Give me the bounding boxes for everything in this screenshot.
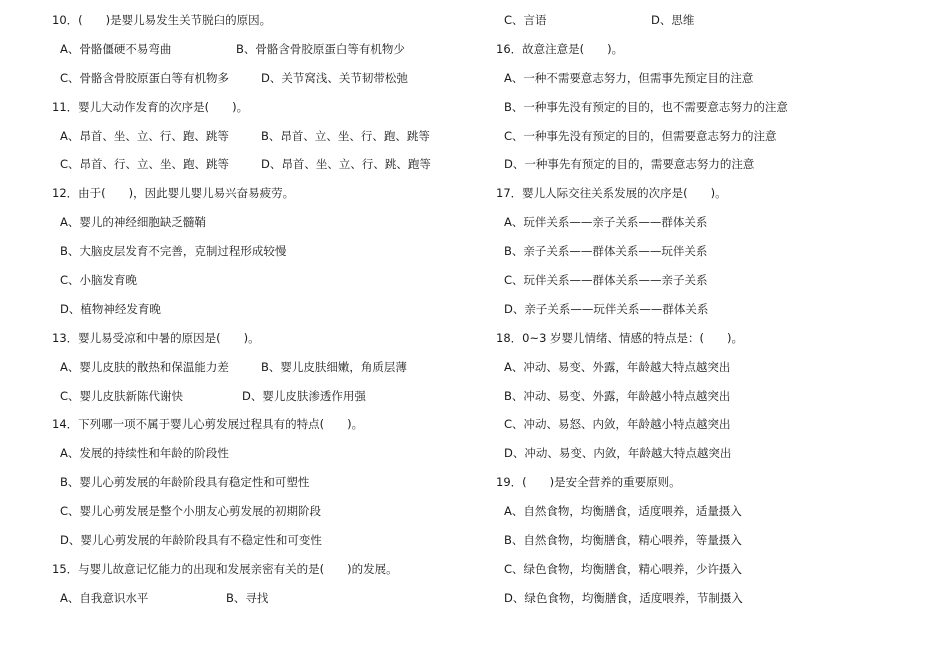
option-d: D、亲子关系——玩伴关系——群体关系 [504,301,709,316]
option-c: C、言语 [504,13,547,27]
options-row [52,150,482,179]
options-row [52,382,482,411]
question-15: 15．与婴儿故意记忆能力的出现和发展亲密有关的是( )的发展。 [52,561,398,576]
options-row [52,35,482,64]
options-row [52,64,482,93]
option-c: C、玩伴关系——群体关系——亲子关系 [504,273,708,288]
option-b: B、昂首、立、坐、行、跑、跳等 [261,128,430,143]
option-b: B、骨骼含骨胶原蛋白等有机物少 [236,41,405,56]
option-d: D、婴儿心剪发展的年龄阶段具有不稳定性和可变性 [60,533,322,548]
option-b: B、婴儿皮肤细嫩，角质层薄 [261,359,407,374]
option-c: C、婴儿皮肤新陈代谢快 [60,388,184,403]
option-d: D、植物神经发育晚 [60,301,161,316]
option-a: A、婴儿的神经细胞缺乏髓鞘 [60,215,206,230]
options-row [496,6,936,35]
option-d: D、冲动、易变、内敛，年龄越大特点越突出 [504,446,732,461]
option-b: B、冲动、易变、外露，年龄越小特点越突出 [504,388,731,403]
option-d: D、关节窝浅、关节韧带松弛 [261,70,408,85]
question-16: 16．故意注意是( )。 [496,41,624,56]
option-a: A、自我意识水平 [60,590,149,605]
option-c: C、昂首、行、立、坐、跑、跳等 [60,157,230,172]
option-d: D、绿色食物，均衡膳食，适度喂养，节制摄入 [504,590,743,605]
option-d: D、一种事先有预定的目的，需要意志努力的注意 [504,157,755,172]
option-b: B、大脑皮层发育不完善，克制过程形成较慢 [60,244,287,259]
question-11: 11．婴儿大动作发育的次序是( )。 [52,99,249,114]
option-a: A、骨骼僵硬不易弯曲 [60,41,172,56]
left-column [52,6,482,613]
question-19: 19．( )是安全营养的重要原则。 [496,475,681,490]
option-b: B、自然食物，均衡膳食，精心喂养，等量摄入 [504,533,742,548]
options-row [52,353,482,382]
question-17: 17．婴儿人际交往关系发展的次序是( )。 [496,186,727,201]
question-14: 14．下列哪一项不属于婴儿心剪发展过程具有的特点( )。 [52,417,364,432]
option-c: C、一种事先没有预定的目的，但需要意志努力的注意 [504,128,777,143]
question-12: 12．由于( )，因此婴儿婴儿易兴奋易疲劳。 [52,186,295,201]
question-13: 13．婴儿易受凉和中暑的原因是( )。 [52,330,260,345]
option-d: D、婴儿皮肤渗透作用强 [242,388,366,403]
option-c: C、婴儿心剪发展是整个小朋友心剪发展的初期阶段 [60,504,322,519]
option-b: B、亲子关系——群体关系——玩伴关系 [504,244,708,259]
options-row [52,122,482,151]
question-10: 10．( )是婴儿易发生关节脱臼的原因。 [52,13,272,27]
option-c: C、绿色食物，均衡膳食，精心喂养，少许摄入 [504,561,743,576]
option-b: B、婴儿心剪发展的年龄阶段具有稳定性和可塑性 [60,475,310,490]
option-a: A、发展的持续性和年龄的阶段性 [60,446,229,461]
option-b: B、寻找 [226,590,269,605]
option-c: C、冲动、易怒、内敛，年龄越小特点越突出 [504,417,731,432]
option-b: B、一种事先没有预定的目的，也不需要意志努力的注意 [504,99,788,114]
option-a: A、婴儿皮肤的散热和保温能力差 [60,359,229,374]
option-a: A、一种不需要意志努力，但需事先预定目的注意 [504,70,754,85]
option-a: A、昂首、坐、立、行、跑、跳等 [60,128,229,143]
options-row [52,584,482,613]
option-c: C、骨骼含骨胶原蛋白等有机物多 [60,70,230,85]
option-d: D、思维 [651,13,695,27]
question-18: 18．0~3 岁婴儿情绪、情感的特点是：( )。 [496,330,744,345]
option-a: A、玩伴关系——亲子关系——群体关系 [504,215,708,230]
option-c: C、小脑发育晚 [60,273,138,288]
option-d: D、昂首、坐、立、行、跳、跑等 [261,157,431,172]
option-a: A、自然食物，均衡膳食，适度喂养，适量摄入 [504,504,742,519]
option-a: A、冲动、易变、外露，年龄越大特点越突出 [504,359,731,374]
right-column [496,6,936,613]
